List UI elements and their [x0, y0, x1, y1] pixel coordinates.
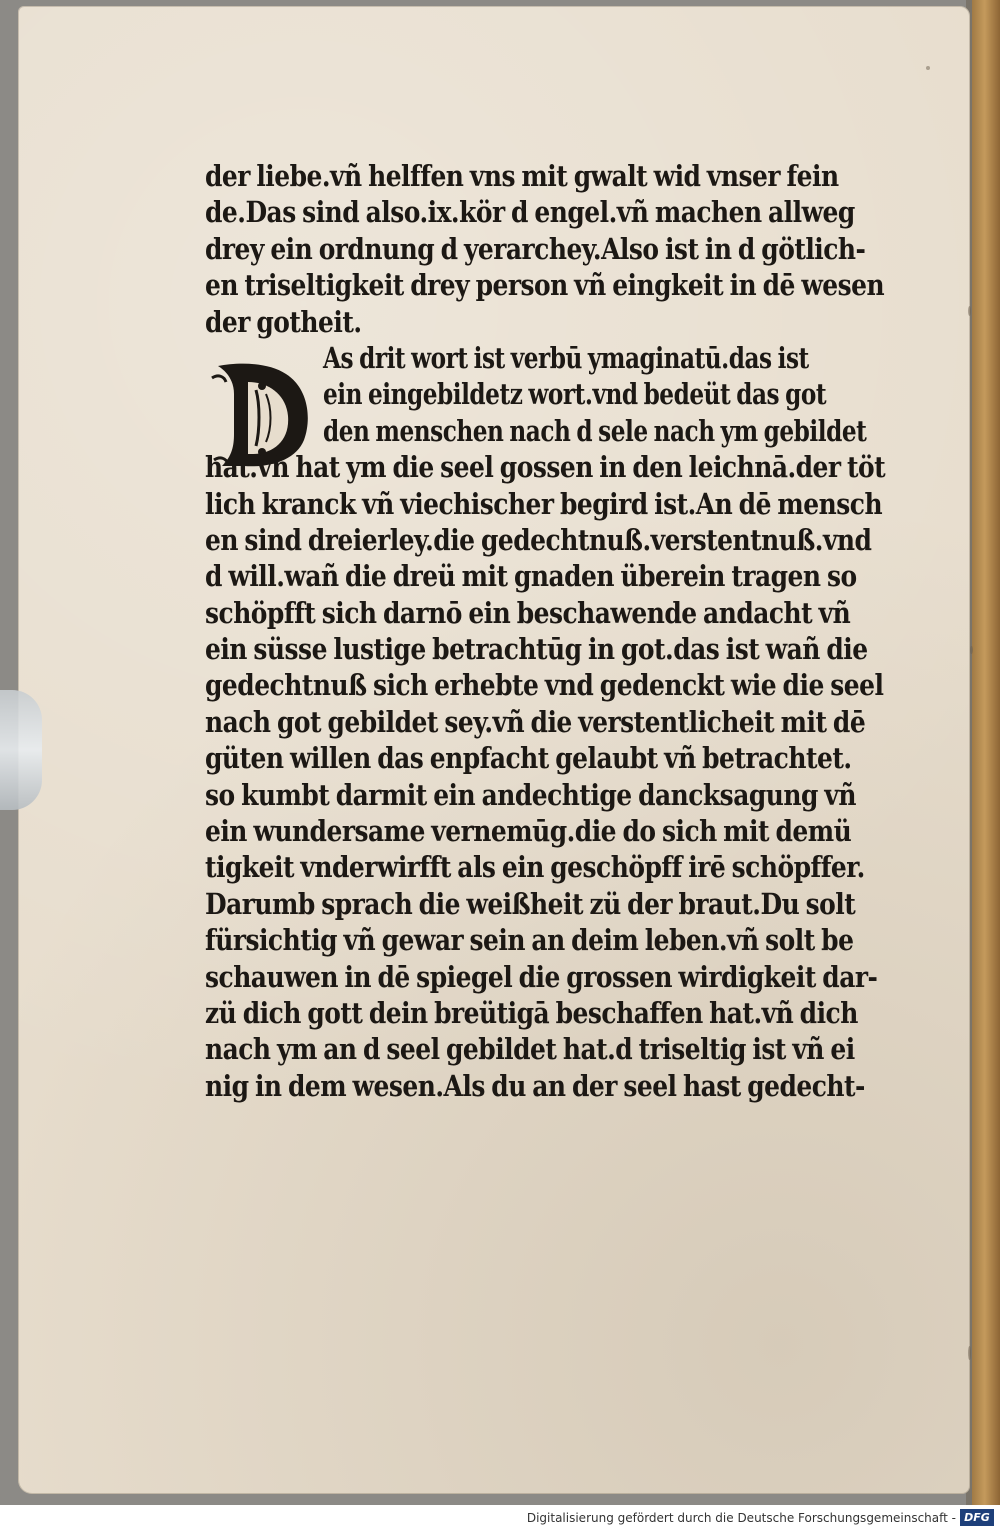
text-line: d will.wañ die dreü mit gnaden überein tragen so: [205, 559, 857, 594]
digitization-footer: [0, 1505, 1000, 1530]
text-line: fürsichtig vñ gewar sein an deim leben.vñ solt be: [205, 923, 854, 958]
funding-credit: Digitalisierung gefördert durch die Deutsche Forschungsgemeinschaft -: [526, 1511, 956, 1525]
text-line: lich kranck vñ viechischer begird ist.An dē mensch: [205, 486, 883, 521]
text-line: der gotheit.: [205, 304, 362, 339]
text-line: Darumb sprach die weißheit zü der braut.Du solt: [205, 886, 856, 921]
text-line: As drit wort ist verbū ymaginatū.das ist: [323, 340, 809, 375]
text-line: der liebe.vñ helffen vns mit gwalt wid vnser fein: [205, 159, 839, 193]
book-spine: [972, 0, 1000, 1505]
text-line: hat.vñ hat ym die seel gossen in den leichnā.der töt: [205, 450, 886, 485]
page-clip: [0, 690, 42, 810]
text-line: en triseltigkeit drey person vñ eingkeit in dē wesen: [205, 268, 885, 303]
paper-speck: [926, 66, 930, 70]
text-line: de.Das sind also.ix.kör d engel.vñ machen allweg: [205, 195, 855, 230]
text-line: schauwen in dē spiegel die grossen wirdigkeit dar-: [205, 959, 878, 994]
text-line: schöpfft sich darnō ein beschawende andacht vñ: [205, 595, 851, 630]
text-line: nig in dem wesen.Als du an der seel hast gedecht-: [205, 1068, 865, 1103]
text-line: drey ein ordnung d yerarchey.Also ist in d götlich-: [205, 231, 866, 266]
initial-letter: D: [208, 360, 209, 361]
text-line: nach ym an d seel gebildet hat.d triseltig ist vñ ei: [205, 1032, 855, 1067]
text-line: gedechtnuß sich erhebte vnd gedenckt wie die seel: [205, 668, 884, 703]
text-line: en sind dreierley.die gedechtnuß.verstentnuß.vnd: [205, 522, 872, 557]
text-line: zü dich gott dein breütigā beschaffen hat.vñ dich: [205, 995, 858, 1030]
paper-speck: [968, 306, 971, 316]
text-line: tigkeit vnderwirfft als ein geschöpff irē schöpffer.: [205, 850, 865, 885]
dfg-logo[interactable]: DFG: [960, 1509, 994, 1526]
blackletter-text-block: [205, 158, 910, 1104]
text-line: ein eingebildetz wort.vnd bedeüt das got: [323, 377, 827, 412]
paper-speck: [968, 1346, 971, 1360]
text-line: nach got gebildet sey.vñ die verstentlicheit mit dē: [205, 704, 866, 739]
paper-speck: [970, 646, 973, 654]
text-line: ein wundersame vernemūg.die do sich mit demü: [205, 814, 852, 849]
text-line: den menschen nach d sele nach ym gebildet: [323, 413, 867, 448]
text-line: güten willen das enpfacht gelaubt vñ betrachtet.: [205, 741, 852, 776]
text-line: ein süsse lustige betrachtūg in got.das ist wañ die: [205, 632, 868, 667]
text-line: so kumbt darmit ein andechtige dancksagung vñ: [205, 777, 856, 812]
